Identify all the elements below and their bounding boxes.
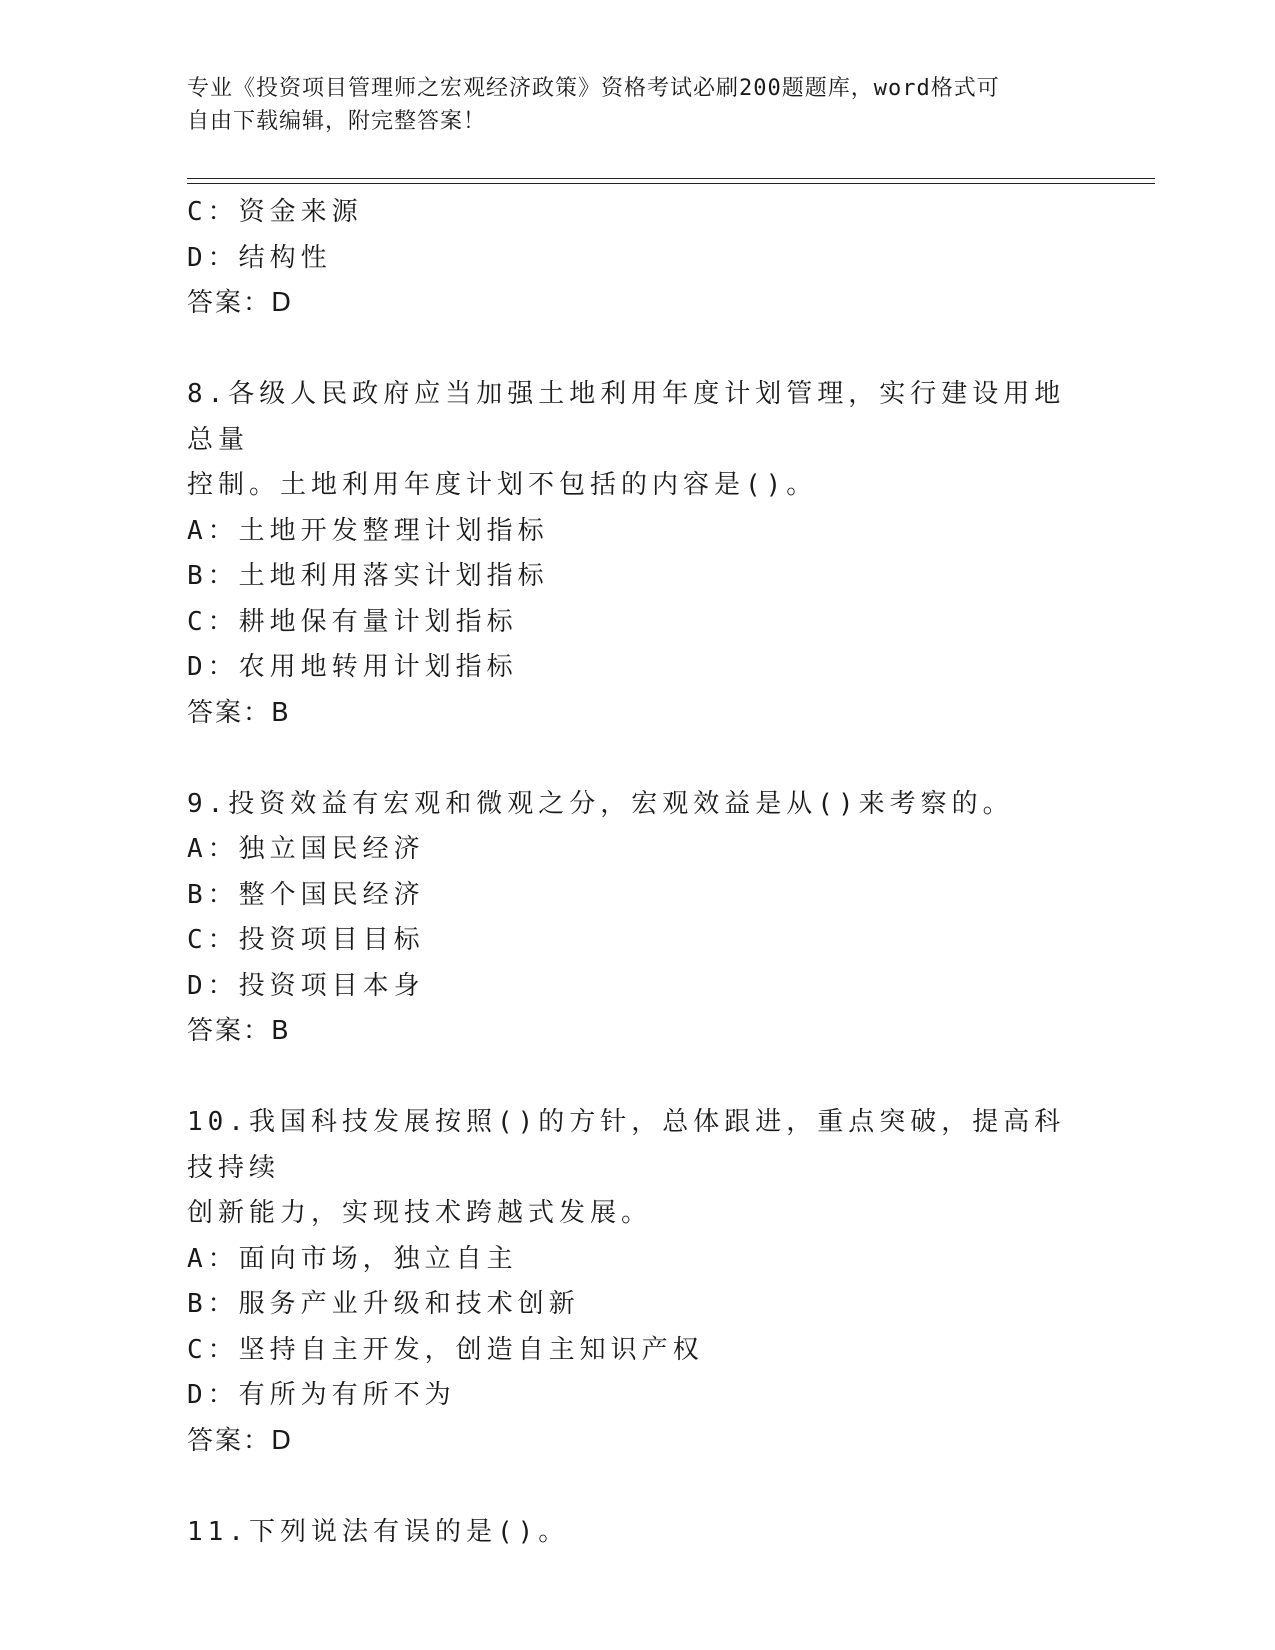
option-d: D：农用地转用计划指标 (187, 652, 518, 682)
question-text-line-1: 10.我国科技发展按照()的方针，总体跟进，重点突破，提高科技持续 (187, 1107, 1066, 1183)
spacer (187, 327, 1087, 373)
question-text-line-2: 控制。土地利用年度计划不包括的内容是()。 (187, 470, 818, 500)
option-d: D：结构性 (187, 242, 332, 273)
option-d: D：投资项目本身 (187, 970, 425, 1001)
question-text-line-1: 11.下列说法有误的是()。 (187, 1516, 570, 1547)
question-11 (187, 1510, 1087, 1556)
question-text-line-1: 9.投资效益有宏观和微观之分，宏观效益是从()来考察的。 (187, 788, 1014, 819)
option-c: C：坚持自主开发，创造自主知识产权 (187, 1334, 704, 1365)
question-list (187, 190, 1087, 1555)
header-divider-top (187, 178, 1155, 179)
answer: 答案：B (187, 1016, 291, 1046)
option-a: A：独立国民经济 (187, 834, 425, 864)
spacer (187, 1055, 1087, 1101)
option-b: B：土地利用落实计划指标 (187, 561, 549, 591)
answer: 答案：D (187, 1425, 294, 1456)
question-text-line-2: 创新能力，实现技术跨越式发展。 (187, 1198, 653, 1228)
option-c: C：投资项目目标 (187, 925, 425, 955)
question-text-line-1: 8.各级人民政府应当加强土地利用年度计划管理，实行建设用地总量 (187, 379, 1066, 455)
header-divider-bottom (187, 183, 1155, 184)
option-c: C：资金来源 (187, 197, 363, 227)
question-10 (187, 1100, 1087, 1464)
option-c: C：耕地保有量计划指标 (187, 606, 518, 637)
answer: 答案：D (187, 288, 294, 318)
question-8 (187, 372, 1087, 736)
header-line-2: 自由下载编辑，附完整答案！ (187, 109, 487, 134)
spacer (187, 736, 1087, 782)
spacer (187, 1464, 1087, 1510)
question-7-continued (187, 190, 1087, 327)
answer: 答案：B (187, 697, 291, 728)
option-a: A：面向市场，独立自主 (187, 1243, 518, 1274)
option-b: B：服务产业升级和技术创新 (187, 1289, 580, 1319)
option-b: B：整个国民经济 (187, 879, 425, 910)
option-d: D：有所为有所不为 (187, 1380, 456, 1410)
header-line-1: 专业《投资项目管理师之宏观经济政策》资格考试必刷200题题库，word格式可 (187, 76, 1000, 101)
option-a: A：土地开发整理计划指标 (187, 515, 549, 546)
question-9 (187, 782, 1087, 1055)
page-header (187, 72, 1067, 138)
